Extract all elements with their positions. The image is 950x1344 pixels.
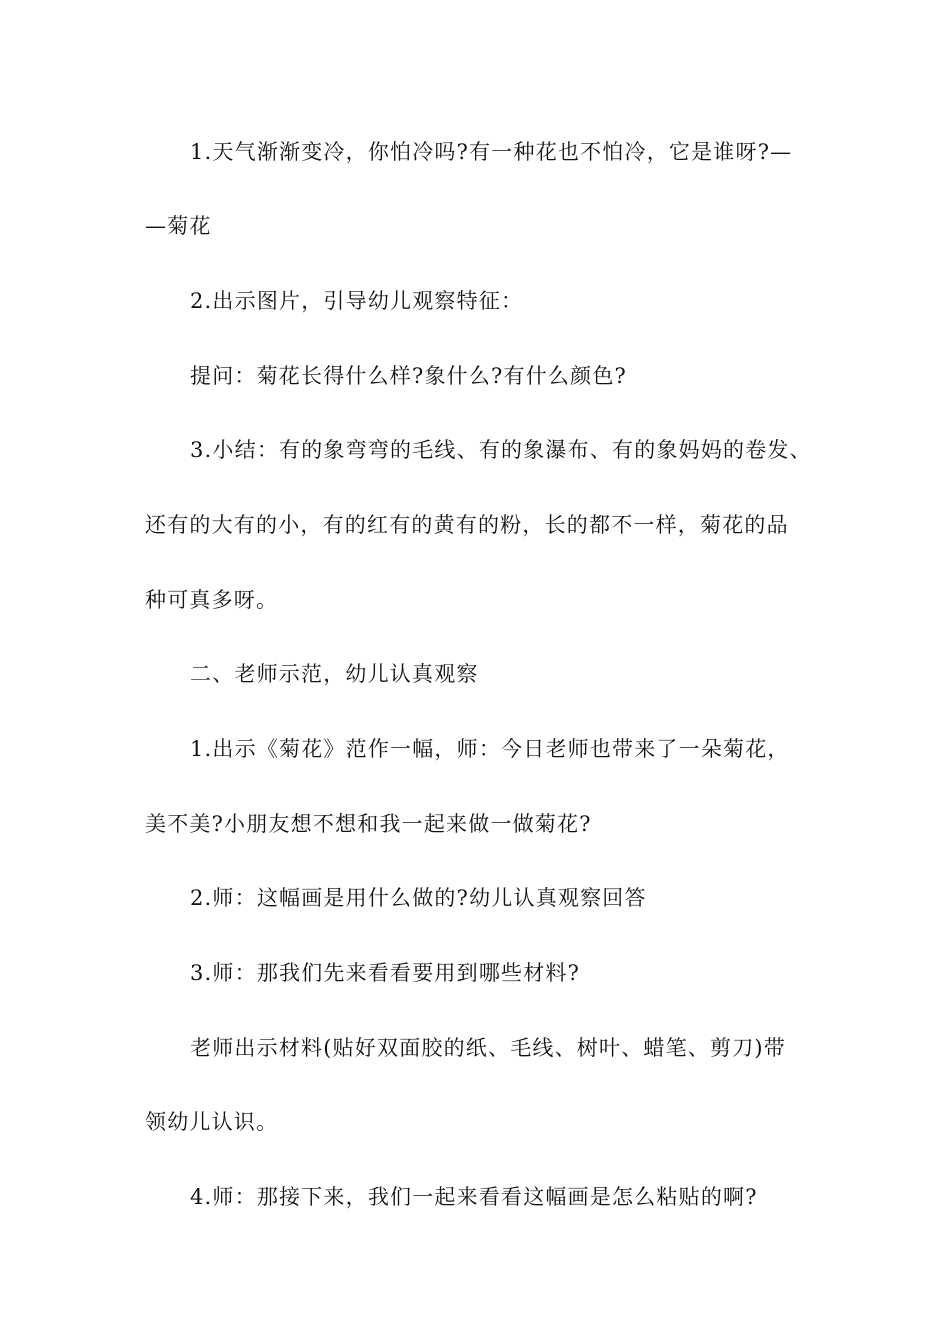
paragraph-line: 4.师：那接下来，我们一起来看看这幅画是怎么粘贴的啊? [190,1185,758,1209]
paragraph-line: 2.师：这幅画是用什么做的?幼儿认真观察回答 [190,886,647,910]
paragraph-line: 老师出示材料(贴好双面胶的纸、毛线、树叶、蜡笔、剪刀)带 [190,1036,786,1060]
section-heading: 二、老师示范，幼儿认真观察 [190,662,479,686]
paragraph-line: 还有的大有的小，有的红有的黄有的粉，长的都不一样，菊花的品 [145,513,789,537]
paragraph-line: 种可真多呀。 [145,588,279,612]
paragraph-line: —菊花 [145,214,212,238]
paragraph-line: 1.天气渐渐变冷，你怕冷吗?有一种花也不怕冷，它是谁呀?— [190,140,793,164]
paragraph-line: 领幼儿认识。 [145,1110,279,1134]
paragraph-line: 提问：菊花长得什么样?象什么?有什么颜色? [190,364,627,388]
paragraph-line: 3.师：那我们先来看看要用到哪些材料? [190,961,581,985]
paragraph-line: 3.小结：有的象弯弯的毛线、有的象瀑布、有的象妈妈的卷发、 [190,438,812,462]
paragraph-line: 1.出示《菊花》范作一幅，师：今日老师也带来了一朵菊花， [190,737,790,761]
paragraph-line: 2.出示图片，引导幼儿观察特征： [190,289,524,313]
paragraph-line: 美不美?小朋友想不想和我一起来做一做菊花? [145,812,592,836]
